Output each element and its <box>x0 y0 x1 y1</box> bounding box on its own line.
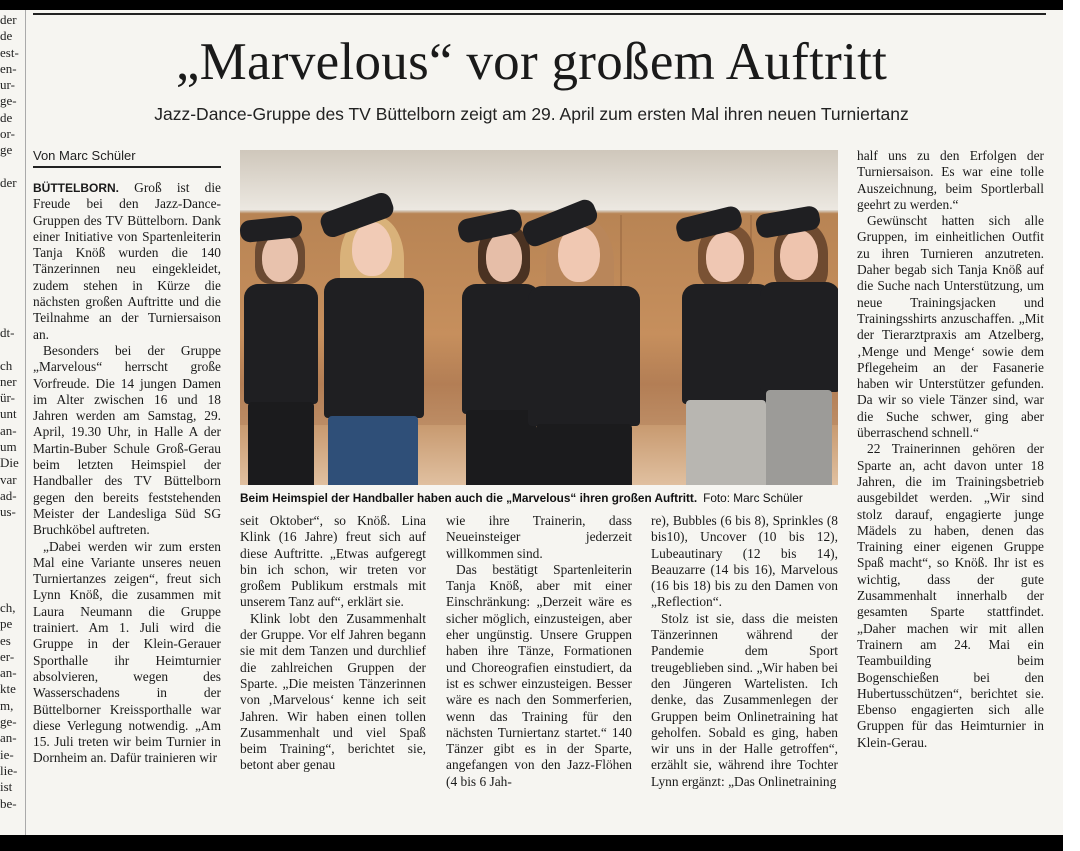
photo-ceiling <box>240 150 838 210</box>
edge-fragment-line: var <box>0 471 17 487</box>
paragraph: „Dabei werden wir zum ersten Mal eine Variante unseres neuen Turniertanzes zeigen“, freut sich Lynn Knöß, die zusammen mit Laura Neumann die Gruppe trainiert. Am 1. Juli wird die Gruppe in der Klein-Gerauer Sporthalle ihr Heimturnier absolvieren, wegen des Wasserschadens in der Büttelborner Kreissporthalle war diese Verlegung notwendig. „Am 15. Juli treten wir beim Turnier in Dornheim an. Dafür trainieren wir <box>33 538 221 766</box>
paragraph: Das bestätigt Spartenleiterin Tanja Knöß, aber mit einer Einschränkung: „Derzeit wäre es sicher möglich, einzusteigen, aber eher ungünstig. Unsere Gruppen haben ihre Tänze, Formationen und Choreografien einstudiert, da ist es schwer einzusteigen. Besser wäre es nach den Sommerferien, wenn das Training für den nächsten Turniertanz startet.“ 140 Tänzer gibt es in der Sparte, angefangen von den Jazz-Flöhen (4 bis 6 Jah- <box>446 561 632 789</box>
paragraph: BÜTTELBORN. Groß ist die Freude bei den Jazz-Dance-Gruppen des TV Büttelborn. Dank einer Initiative von Spartenleiterin Tanja Knöß wurden die 140 Tänzerinnen neu eingekleidet, zudem stehen in Kürze die nächsten großen Auftritte und die Teilnahme an der Turniersaison an. <box>33 180 221 342</box>
column-2 <box>240 513 426 774</box>
edge-fragment-line: de <box>0 109 13 125</box>
edge-fragment-line: er- <box>0 648 15 664</box>
paragraph: Besonders bei der Gruppe „Marvelous“ herrscht große Vorfreude. Die 14 jungen Damen im Alter zwischen 16 und 18 Jahren werden am Samstag, 29. April, 19.30 Uhr, in Halle A der Martin-Buber Schule Groß-Gerau beim letzten Heimspiel der Handballer des TV Büttelborn gegen den bereits feststehenden Meister der Landesliga Süd SG Bruchköbel auftreten. <box>33 342 221 538</box>
edge-fragment-line: ch <box>0 357 13 373</box>
edge-fragment-line: ist <box>0 779 13 795</box>
byline: Von Marc Schüler <box>33 148 221 168</box>
edge-fragment-line: es <box>0 632 11 648</box>
paragraph: re), Bubbles (6 bis 8), Sprinkles (8 bis10), Uncover (10 bis 12), Lubeautinary (12 bis 14), Beauzarre (14 bis 16), Marvelous (16 bis 18) bis zu den Damen von „Reflection“. <box>651 513 838 610</box>
edge-fragment-line: der <box>0 174 17 190</box>
edge-fragment-line: kte <box>0 681 16 697</box>
column-divider-left <box>25 10 26 835</box>
article-photo <box>240 150 838 485</box>
paragraph: half uns zu den Erfolgen der Turniersaison. Es war eine tolle Auszeichnung, beim Sportlerball geehrt zu werden.“ <box>857 148 1044 212</box>
column-5 <box>857 148 1044 751</box>
edge-fragment-line: um <box>0 439 17 455</box>
dateline: BÜTTELBORN. <box>33 181 119 195</box>
edge-fragment-line: ge- <box>0 714 17 730</box>
edge-fragment-line <box>0 159 20 175</box>
edge-fragment-line: ge <box>0 142 13 158</box>
edge-fragment-line: est- <box>0 44 19 60</box>
previous-article-fragment-3 <box>0 600 20 812</box>
paragraph: wie ihre Trainerin, dass Neueinsteiger jederzeit willkommen sind. <box>446 513 632 561</box>
column-4 <box>651 513 838 790</box>
top-rule <box>33 13 1046 15</box>
edge-fragment-line: ür- <box>0 390 15 406</box>
edge-fragment-line: de <box>0 28 13 44</box>
paragraph: Klink lobt den Zusammenhalt der Gruppe. Vor elf Jahren begann sie mit dem Tanzen und durchlief die zahlreichen Gruppen der Sparte. „Die meisten Tänzerinnen von ‚Marvelous‘ kenne ich seit Jahren. Wir haben einen tollen Zusammenhalt und viel Spaß beim Training“, berichtet sie, betont aber genau <box>240 610 426 773</box>
edge-fragment-line: an- <box>0 665 17 681</box>
edge-fragment-line: en- <box>0 60 17 76</box>
edge-fragment-line: or- <box>0 126 15 142</box>
paragraph: 22 Trainerinnen gehören der Sparte an, acht davon unter 18 Jahren, die im Trainingsbetrieb ausgebildet werden. „Wir sind stolz darauf, engagierte junge Mädels zu haben, denen das Training einer eigenen Gruppe Spaß macht“, so Knöß. Ihr ist es wichtig, dass der gute Zusammenhalt innerhalb der gesamten Sparte stattfindet. „Daher machen wir mit allen Trainern am 24. Mai ein Teambuilding beim Bogenschießen bei den Hubertusschützen“, berichtet sie. Ebenso engagierten sich alle Gruppen für das Heimturnier in Klein-Gerau. <box>857 441 1044 750</box>
edge-fragment-line: us- <box>0 504 16 520</box>
edge-fragment-line: ner <box>0 373 17 389</box>
photo-credit: Foto: Marc Schüler <box>703 491 803 505</box>
column-1 <box>33 180 221 767</box>
previous-article-fragment-2 <box>0 325 20 521</box>
edge-fragment-line: ad- <box>0 487 17 503</box>
newspaper-page <box>0 10 1063 835</box>
paragraph: Stolz ist sie, dass die meisten Tänzerinnen während der Pandemie dem Sport treugeblieben sind. „Wir haben bei den Jüngeren Wartelisten. Ich denke, das Zusammenlegen der Gruppen beim Onlinetraining hat geholfen. Sobald es ging, haben wir uns in der Halle getroffen“, erzählt sie, während ihre Tochter Lynn ergänzt: „Das Onlinetraining <box>651 610 838 789</box>
edge-fragment-line: pe <box>0 616 13 632</box>
edge-fragment-line: ge- <box>0 93 17 109</box>
edge-fragment-line: ie- <box>0 746 14 762</box>
edge-fragment-line <box>0 341 20 357</box>
edge-fragment-line: lie- <box>0 762 18 778</box>
edge-fragment-line: an- <box>0 730 17 746</box>
edge-fragment-line: be- <box>0 795 17 811</box>
edge-fragment-line: an- <box>0 422 17 438</box>
edge-fragment-line: unt <box>0 406 17 422</box>
paragraph: seit Oktober“, so Knöß. Lina Klink (16 Jahre) freut sich auf diese Auftritte. „Etwas aufgeregt bin ich schon, wir treten vor großem Publikum erstmals mit unserem Tanz auf“, erklärt sie. <box>240 513 426 610</box>
edge-fragment-line: ur- <box>0 77 15 93</box>
photo-caption: Beim Heimspiel der Handballer haben auch die „Marvelous“ ihren großen Auftritt. Foto: Marc Schüler <box>240 491 803 505</box>
edge-fragment-line: Die <box>0 455 19 471</box>
edge-fragment-line: m, <box>0 697 14 713</box>
subheadline: Jazz-Dance-Gruppe des TV Büttelborn zeigt am 29. April zum ersten Mal ihren neuen Turniertanz <box>154 104 909 124</box>
paragraph: Gewünscht hatten sich alle Gruppen, im einheitlichen Outfit zu ihren Turnieren anzutreten. Daher begab sich Tanja Knöß auf die Suche nach Unterstützung, um neue Trainingsjacken und Trainingsshirts anzuschaffen. „Mit der Tierarztpraxis am Atzelberg, ‚Menge und Menge‘ sowie dem Pflegeheim an der Fasanerie haben wir Unterstützer gefunden. Da wir so viele Tänzer sind, war die Suche schwer, ging aber überraschend schnell.“ <box>857 213 1044 441</box>
screen-edge-right <box>1063 0 1080 851</box>
edge-fragment-line: ch, <box>0 600 16 615</box>
edge-fragment-line: dt- <box>0 325 15 340</box>
column-3 <box>446 513 632 790</box>
edge-fragment-line: der <box>0 12 17 27</box>
headline: „Marvelous“ vor großem Auftritt <box>175 33 888 91</box>
